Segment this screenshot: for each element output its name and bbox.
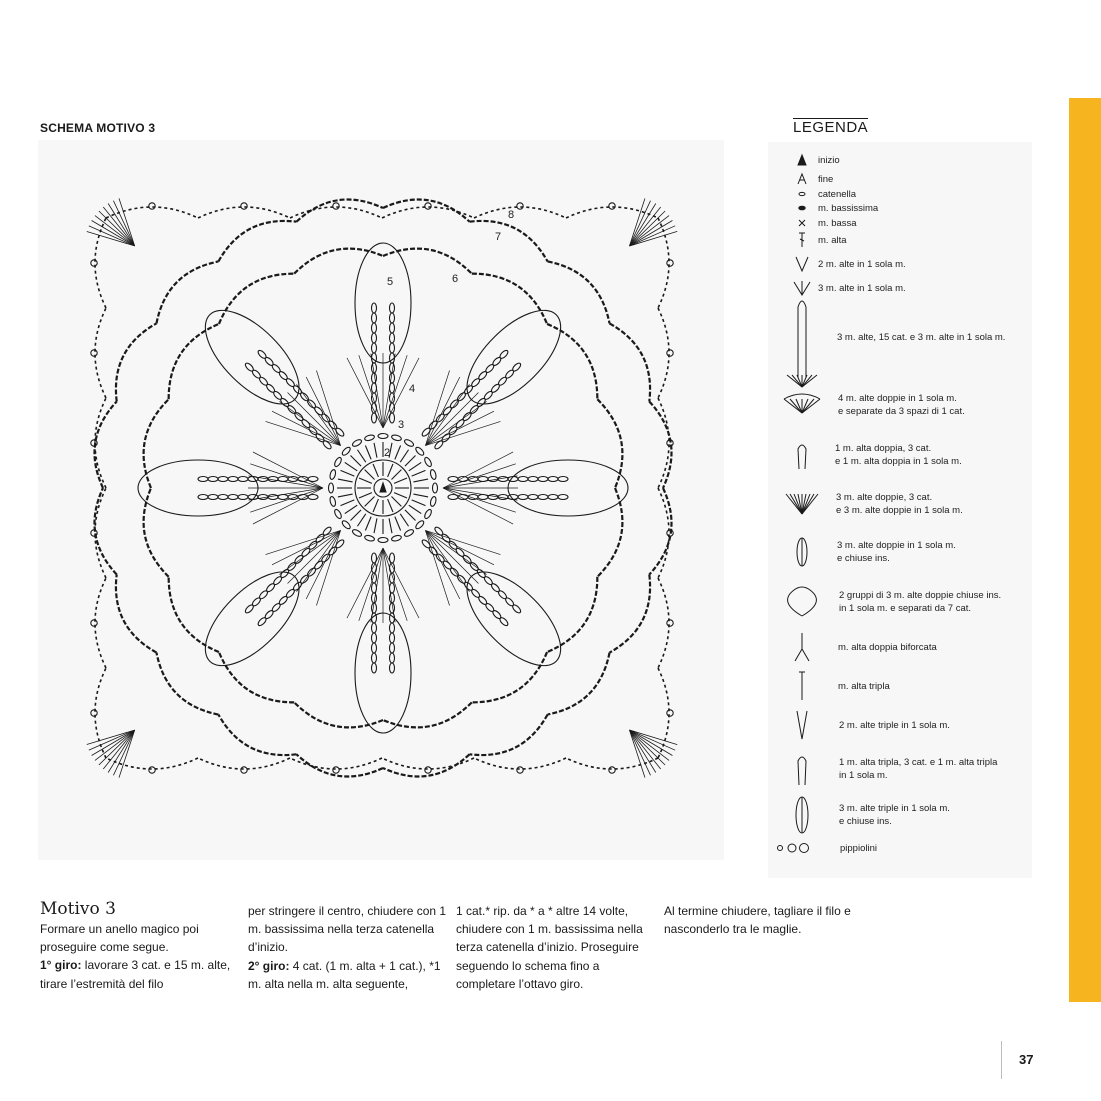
double-crochet-icon <box>799 233 805 247</box>
legend-item-6: m. alta <box>818 234 847 246</box>
schema-title: SCHEMA MOTIVO 3 <box>40 121 156 135</box>
legend-item-18: 1 m. alta tripla, 3 cat. e 1 m. alta tripla in 1 sola m. <box>839 757 998 781</box>
legend-item-14: 2 gruppi di 3 m. alte doppie chiuse ins. in 1 sola m. e separati da 7 cat. <box>839 590 1002 614</box>
double-cluster-icon <box>788 587 817 616</box>
legend-item-16: m. alta tripla <box>838 680 890 692</box>
col4-text: Al termine chiudere, tagliare il filo e nasconderlo tra le maglie. <box>664 904 851 937</box>
instructions-column-3 <box>456 902 656 993</box>
legend-item-9: 3 m. alte, 15 cat. e 3 m. alte in 1 sola m. <box>837 331 1006 343</box>
legend-item-15: m. alta doppia biforcata <box>838 641 937 653</box>
legend-item-2: fine <box>818 173 834 185</box>
triple-chain-triple-icon <box>798 757 806 785</box>
page-number: 37 <box>1019 1052 1034 1067</box>
treble-cluster-icon <box>797 538 807 566</box>
single-crochet-icon <box>799 220 805 226</box>
legend-item-17: 2 m. alte triple in 1 sola m. <box>839 719 950 731</box>
legend-item-4: m. bassissima <box>818 202 879 214</box>
round-number-5: 5 <box>387 276 394 288</box>
round2-label: 2° giro: <box>248 958 290 973</box>
slip-stitch-icon <box>799 206 805 210</box>
crochet-chart-svg <box>38 140 724 860</box>
legend-item-10: 4 m. alte doppie in 1 sola m. e separate da 3 spazi di 1 cat. <box>838 393 965 417</box>
legend-item-8: 3 m. alte in 1 sola m. <box>818 282 906 294</box>
two-dc-same-stitch-icon <box>796 257 808 271</box>
page-number-divider <box>1001 1041 1002 1079</box>
two-triple-treble-icon <box>797 711 807 739</box>
round-number-6: 6 <box>452 273 459 285</box>
round-number-2: 2 <box>384 447 391 459</box>
triple-cluster-icon <box>796 797 808 833</box>
accent-bar <box>1069 98 1101 1002</box>
legend-title: LEGENDA <box>793 119 869 136</box>
start-arrow-icon <box>798 155 806 165</box>
treble-chain-treble-icon <box>798 445 806 469</box>
legend-item-11: 1 m. alta doppia, 3 cat. e 1 m. alta doppia in 1 sola m. <box>835 443 962 467</box>
round1-label: 1° giro: <box>40 958 82 973</box>
legend-item-12: 3 m. alte doppie, 3 cat. e 3 m. alte doppie in 1 sola m. <box>836 492 963 516</box>
round-number-8: 8 <box>508 209 515 221</box>
legend-item-1: inizio <box>818 154 840 166</box>
legend-item-20: pippiolini <box>840 842 877 854</box>
intro-text: Formare un anello magico poi proseguire come segue. <box>40 922 199 955</box>
round2-text: 4 cat. (1 m. alta + 1 cat.), *1 m. alta nella m. alta seguente, <box>248 958 441 991</box>
instructions-column-4 <box>664 902 864 938</box>
col2-text: per stringere il centro, chiudere con 1 m. bassissima nella terza catenella d’inizio. <box>248 904 447 955</box>
round-number-4: 4 <box>409 383 416 395</box>
round-number-7: 7 <box>495 231 502 243</box>
triple-treble-icon <box>799 672 805 700</box>
round1-text: lavorare 3 cat. e 15 m. alte, tirare l’estremità del filo <box>40 958 231 991</box>
legend-item-7: 2 m. alte in 1 sola m. <box>818 258 906 270</box>
instructions-column-2 <box>248 902 448 993</box>
legend-item-19: 3 m. alte triple in 1 sola m. e chiuse ins. <box>839 803 950 827</box>
instructions-column-1 <box>40 920 240 993</box>
motif-title: Motivo 3 <box>40 899 116 919</box>
end-arrow-icon <box>798 174 806 184</box>
legend-item-5: m. bassa <box>818 217 857 229</box>
picot-icon <box>778 844 809 853</box>
forked-treble-icon <box>795 633 809 661</box>
col3-text: 1 cat.* rip. da * a * altre 14 volte, chiudere con 1 m. bassissima nella terza catenella d’inizio. Proseguire seguendo lo schema fino a completare l’ottavo giro. <box>456 904 643 991</box>
dc-chain-loop-icon <box>787 301 817 387</box>
crochet-diagram <box>38 140 724 860</box>
round-number-3: 3 <box>398 419 405 431</box>
three-dc-same-stitch-icon <box>794 281 810 295</box>
treble-shell-icon <box>786 494 818 514</box>
chain-stitch-icon <box>799 192 805 195</box>
legend-panel <box>768 142 1032 878</box>
four-treble-fan-icon <box>784 394 820 413</box>
legend-item-13: 3 m. alte doppie in 1 sola m. e chiuse ins. <box>837 540 956 564</box>
legend-item-3: catenella <box>818 188 857 200</box>
